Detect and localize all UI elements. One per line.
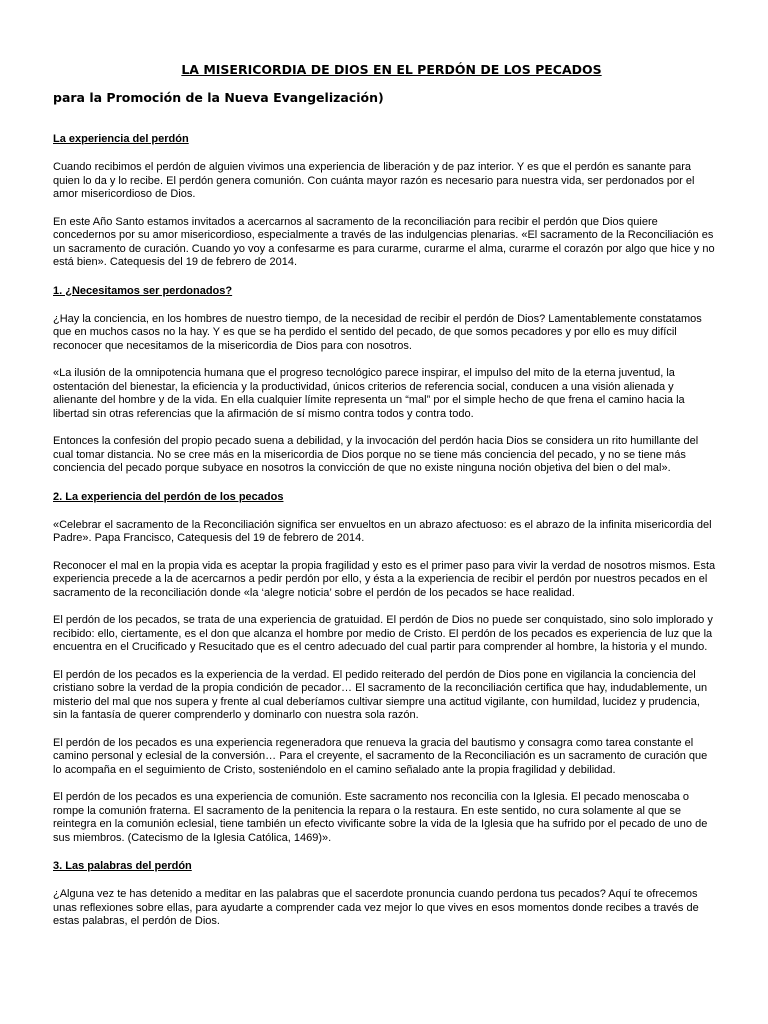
paragraph: ¿Hay la conciencia, en los hombres de nuestro tiempo, de la necesidad de recibir el perdón de Dios? Lamentablemente constatamos que en muchos casos no la hay. Y es que se ha perdido el sentido del pecado, de que somos pecadores y por ello es muy difícil reconocer que necesitamos de la misericordia de Dios para con nosotros. <box>53 312 702 352</box>
paragraph: El perdón de los pecados es la experiencia de la verdad. El pedido reiterado del perdón de Dios pone en vigilancia la conciencia del cristiano sobre la verdad de la propia condición de pecador… El sacramento de la reconciliación certifica que hay, indudablemente, un misterio del mal que nos supera y frente al cual deberíamos cultivar siempre una actitud vigilante, con humildad, lucidez y prudencia, sin la fantasía de querer comprenderlo y dominarlo con nuestra sola razón. <box>53 668 708 721</box>
section-heading-las-palabras-del-perdon: 3. Las palabras del perdón <box>53 860 192 872</box>
paragraph: Cuando recibimos el perdón de alguien vivimos una experiencia de liberación y de paz interior. Y es que el perdón es sanante para quien lo da y lo recibe. El perdón genera comunión. Con cuánta mayor razón es necesario para nuestra vida, ser perdonados por el amor misericordioso de Dios. <box>53 161 695 200</box>
paragraph: El perdón de los pecados es una experiencia de comunión. Este sacramento nos reconcilia con la Iglesia. El pecado menoscaba o rompe la comunión fraterna. El sacramento de la penitencia la repara o la restaura. En este sentido, no cura solamente al que se reintegra en la comunión eclesial, tiene también un efecto vivificante sobre la vida de la Iglesia que ha sufrido por el pecado de uno de sus miembros. (Catecismo de la Iglesia Católica, 1469)». <box>53 791 708 844</box>
paragraph: Entonces la confesión del propio pecado suena a debilidad, y la invocación del perdón hacia Dios se considera un rito humillante del cual tomar distancia. No se cree más en la misericordia de Dios porque no se tiene más conciencia del pecado, y no se tiene más conciencia del pecado porque subyace en nosotros la convicción de que no existe ninguna noción objetiva del bien o del mal». <box>53 435 699 474</box>
paragraph: «La ilusión de la omnipotencia humana que el progreso tecnológico parece inspirar, el impulso del mito de la eterna juventud, la ostentación del bienestar, la eficiencia y la productividad, únicos criterios de referencia social, conducen a una visión alienada y alienante del hombre y de la vida. En ella cualquier límite representa un “mal” por el simple hecho de que frena el camino hacia la libertad sin otras referencias que la afirmación de sí mismo contra todos y contra todo. <box>53 367 685 420</box>
paragraph: El perdón de los pecados es una experiencia regeneradora que renueva la gracia del bautismo y consagra como tarea constante el camino personal y eclesial de la conversión… Para el creyente, el sacramento de la Reconciliación es un sacramento de curación que lo acompaña en el seguimiento de Cristo, sosteniéndolo en el camino señalado ante la propia fragilidad y debilidad. <box>53 736 708 776</box>
document-subtitle: para la Promoción de la Nueva Evangelización) <box>53 90 384 105</box>
paragraph: Reconocer el mal en la propia vida es aceptar la propia fragilidad y esto es el primer paso para vivir la verdad de nosotros mismos. Esta experiencia precede a la de acercarnos a pedir perdón por ello, y ésta a la experiencia de recibir el perdón por nuestros pecados en el sacramento de la reconciliación donde «la ‘alegre noticia’ sobre el perdón de los pecados se hace realidad. <box>53 559 716 599</box>
section-heading-la-experiencia-del-perdon: La experiencia del perdón <box>53 133 189 145</box>
paragraph: ¿Alguna vez te has detenido a meditar en las palabras que el sacerdote pronuncia cuando perdona tus pecados? Aquí te ofrecemos unas reflexiones sobre ellas, para ayudarte a comprender cada vez mejor lo que vives en esos momentos donde recibes a través de estas palabras, el perdón de Dios. <box>53 888 699 927</box>
paragraph: En este Año Santo estamos invitados a acercarnos al sacramento de la reconciliación para recibir el perdón que Dios quiere concedernos por su amor misericordioso, especialmente a través de las indulgencias plenarias. «El sacramento de la Reconciliación es un sacramento de curación. Cuando yo voy a confesarme es para curarme, curarme el alma, curarme el corazón por algo que hice y no está bien». Catequesis del 19 de febrero de 2014. <box>53 215 715 268</box>
paragraph: «Celebrar el sacramento de la Reconciliación significa ser envueltos en un abrazo afectuoso: es el abrazo de la infinita misericordia del Padre». Papa Francisco, Catequesis del 19 de febrero de 2014. <box>53 518 712 544</box>
document-title: LA MISERICORDIA DE DIOS EN EL PERDÓN DE LOS PECADOS <box>181 62 602 77</box>
section-heading-necesitamos-ser-perdonados: 1. ¿Necesitamos ser perdonados? <box>53 284 233 297</box>
paragraph: El perdón de los pecados, se trata de una experiencia de gratuidad. El perdón de Dios no puede ser conquistado, sino solo implorado y recibido: ello, ciertamente, es el don que alcanza el hombre por medio de Cristo. El perdón de los pecados es experiencia de luz que la encuentra en el Crucificado y Resucitado que es el centro adecuado del cual partir para comprender al hombre, la historia y el mundo. <box>53 614 713 653</box>
section-heading-la-experiencia-del-perdon-de-los-pecados: 2. La experiencia del perdón de los pecados <box>53 490 284 503</box>
